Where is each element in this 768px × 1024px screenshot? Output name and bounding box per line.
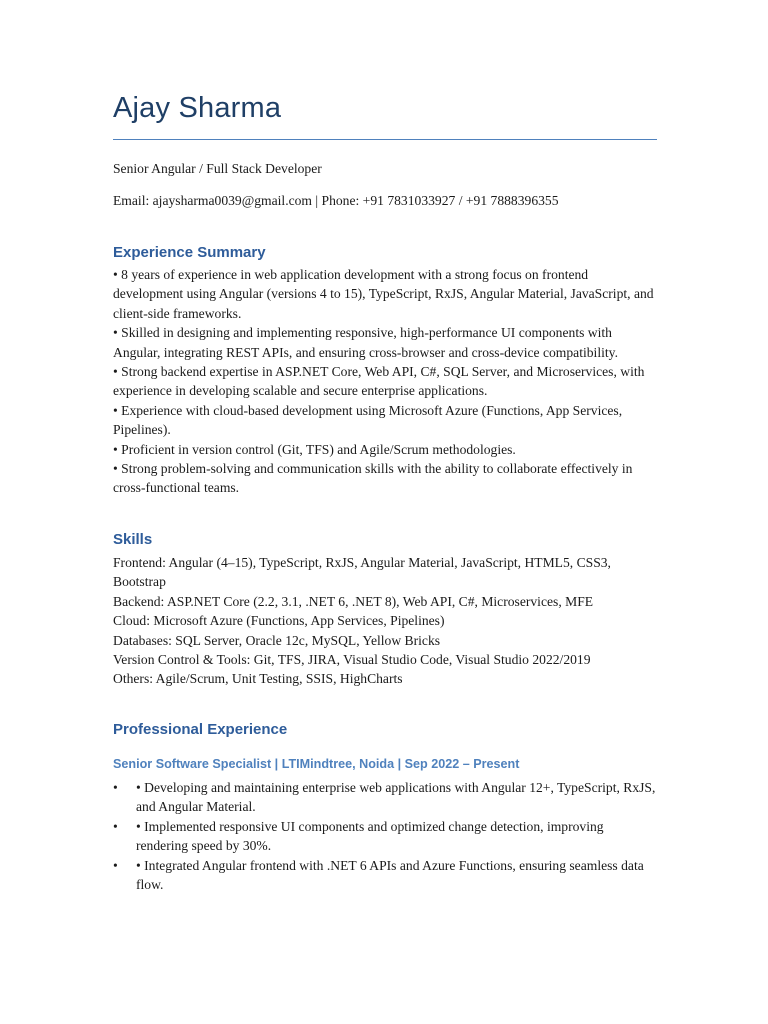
responsibility-text: • Developing and maintaining enterprise web applications with Angular 12+, TypeScript, RxJS, and Angular Material. <box>136 780 656 815</box>
responsibility-text: • Integrated Angular frontend with .NET 6 APIs and Azure Functions, ensuring seamless data flow. <box>136 857 644 893</box>
experience-summary-heading: Experience Summary <box>113 244 266 261</box>
bullet-icon: • <box>113 818 118 834</box>
responsibility-text: • Implemented responsive UI components and optimized change detection, improving rendering speed by 30%. <box>136 818 604 854</box>
skill-line: Databases: SQL Server, Oracle 12c, MySQL, Yellow Bricks <box>113 632 441 648</box>
summary-item: • Proficient in version control (Git, TFS) and Agile/Scrum methodologies. <box>113 441 516 457</box>
summary-item: • Strong backend expertise in ASP.NET Core, Web API, C#, SQL Server, and Microservices, with experience in developing scalable and secure enterprise applications. <box>113 364 645 399</box>
list-item <box>113 817 658 856</box>
skill-line: Frontend: Angular (4–15), TypeScript, RxJS, Angular Material, JavaScript, HTML5, CSS3, Bootstrap <box>113 555 611 590</box>
skill-line: Cloud: Microsoft Azure (Functions, App Services, Pipelines) <box>113 613 445 629</box>
skill-line: Backend: ASP.NET Core (2.2, 3.1, .NET 6, .NET 8), Web API, C#, Microservices, MFE <box>113 593 594 609</box>
skills-heading: Skills <box>113 531 153 548</box>
list-item <box>113 778 658 817</box>
skill-line: Version Control & Tools: Git, TFS, JIRA, Visual Studio Code, Visual Studio 2022/2019 <box>113 652 591 668</box>
list-item <box>113 856 658 895</box>
experience-summary-list <box>113 265 658 498</box>
skill-line: Others: Agile/Scrum, Unit Testing, SSIS, HighCharts <box>113 671 403 687</box>
contact-info: Email: ajaysharma0039@gmail.com | Phone: +91 7831033927 / +91 7888396355 <box>113 193 559 208</box>
candidate-name: Ajay Sharma <box>113 92 282 124</box>
bullet-icon: • <box>113 780 118 795</box>
job-responsibilities-list <box>113 778 658 894</box>
professional-experience-heading: Professional Experience <box>113 721 288 738</box>
summary-item: • Strong problem-solving and communication skills with the ability to collaborate effectively in cross-functional teams. <box>113 461 633 496</box>
job-heading: Senior Software Specialist | LTIMindtree, Noida | Sep 2022 – Present <box>113 757 520 771</box>
job-title: Senior Angular / Full Stack Developer <box>113 161 322 176</box>
skills-list <box>113 553 658 689</box>
summary-item: • Experience with cloud-based development using Microsoft Azure (Functions, App Services, Pipelines). <box>113 402 623 438</box>
title-divider <box>113 139 657 140</box>
bullet-icon: • <box>113 857 118 873</box>
summary-item: • Skilled in designing and implementing responsive, high-performance UI components with Angular, integrating REST APIs, and ensuring cross-browser and cross-device compatibility. <box>113 325 618 360</box>
summary-item: • 8 years of experience in web application development with a strong focus on frontend development using Angular (versions 4 to 15), TypeScript, RxJS, Angular Material, JavaScript, and client-side frameworks. <box>113 267 654 321</box>
